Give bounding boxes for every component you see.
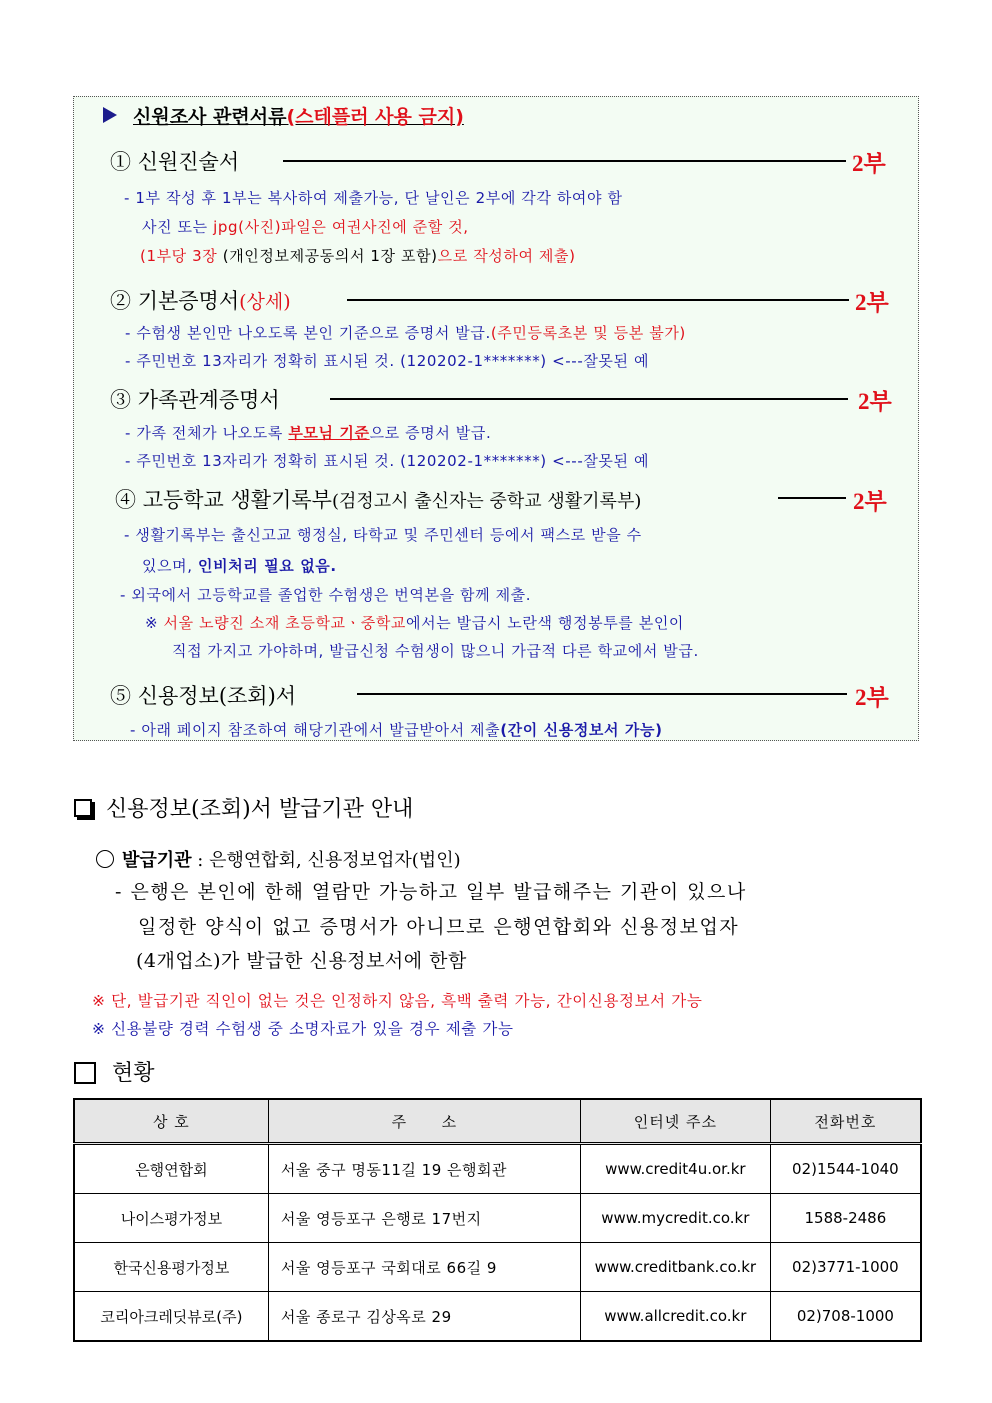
- item-1-note: [142, 216, 469, 237]
- header-website: 인터넷 주소: [580, 1099, 770, 1144]
- phone-cell: 1588-2486: [770, 1194, 921, 1243]
- issuers-table: [73, 1098, 922, 1342]
- section-title-status: 현황: [112, 1061, 155, 1086]
- leader-line: [330, 398, 848, 400]
- item-number: ②: [110, 289, 131, 313]
- address-cell: 서울 영등포구 국회대로 66길 9: [268, 1243, 580, 1292]
- reference-mark: ※: [145, 614, 159, 632]
- issuer-label: 발급기관: [122, 850, 192, 871]
- item-3-title: [110, 384, 280, 414]
- section-title-issuers: 신용정보(조회)서 발급기관 안내: [106, 797, 414, 822]
- item-name: 기본증명서: [137, 289, 240, 313]
- company-cell: 코리아크레딧뷰로(주): [74, 1292, 268, 1342]
- issuer-description: (4개업소)가 발급한 신용정보서에 한함: [136, 950, 467, 972]
- note-text-red: (주민등록초본 및 등본 불가): [490, 324, 686, 342]
- address-cell: 서울 영등포구 은행로 17번지: [268, 1194, 580, 1243]
- item-4-copies: 2부: [853, 489, 887, 514]
- item-name: 고등학교 생활기록부: [142, 488, 332, 512]
- item-name-sub: (검정고시 출신자는 중학교 생활기록부): [331, 491, 642, 512]
- triangle-bullet-icon: [103, 107, 117, 123]
- website-cell: www.credit4u.or.kr: [580, 1144, 770, 1194]
- website-cell: www.creditbank.co.kr: [580, 1243, 770, 1292]
- item-5-copies: 2부: [855, 685, 889, 710]
- leader-line: [347, 299, 849, 301]
- note-text: - 가족 전체가 나오도록: [125, 424, 283, 442]
- header-address: 주 소: [268, 1099, 580, 1144]
- item-4-note: [145, 612, 684, 633]
- note-text-red: (1부당 3장: [140, 247, 218, 265]
- company-cell: 은행연합회: [74, 1144, 268, 1194]
- phone-cell: 02)3771-1000: [770, 1243, 921, 1292]
- item-2-title: [110, 285, 291, 315]
- item-2-note: - 주민번호 13자리가 정확히 표시된 것. (120202-1*******) <---잘못된 예: [125, 352, 650, 370]
- circle-bullet-icon: [96, 850, 114, 868]
- website-cell: www.allcredit.co.kr: [580, 1292, 770, 1342]
- note-blue: ※ 신용불량 경력 수험생 중 소명자료가 있을 경우 제출 가능: [92, 1020, 514, 1038]
- item-4-note: - 외국에서 고등학교를 졸업한 수험생은 번역본을 함께 제출.: [120, 586, 532, 604]
- issuer-description: - 은행은 본인에 한해 열람만 가능하고 일부 발급해주는 기관이 있으나: [115, 881, 747, 903]
- issuer-description: 일정한 양식이 없고 증명서가 아니므로 은행연합회와 신용정보업자: [138, 916, 740, 938]
- item-4-note: [142, 555, 337, 576]
- item-5-title: [110, 680, 296, 710]
- item-3-copies: 2부: [858, 389, 892, 414]
- note-text: - 수험생 본인만 나오도록 본인 기준으로 증명서 발급.: [125, 324, 491, 342]
- item-1-copies: 2부: [852, 151, 886, 176]
- note-text: 사진 또는: [142, 218, 208, 236]
- item-name: 신용정보(조회)서: [137, 684, 297, 708]
- company-cell: 한국신용평가정보: [74, 1243, 268, 1292]
- phone-cell: 02)1544-1040: [770, 1144, 921, 1194]
- item-1-note: - 1부 작성 후 1부는 복사하여 제출가능, 단 날인은 2부에 각각 하여야 함: [124, 189, 623, 207]
- leader-line: [357, 693, 847, 695]
- header-company: 상 호: [74, 1099, 268, 1144]
- table-row: [74, 1144, 921, 1194]
- issuer-value: : 은행연합회, 신용정보업자(법인): [191, 850, 461, 871]
- item-number: ④: [115, 488, 136, 512]
- item-4-note: - 생활기록부는 출신고교 행정실, 타학교 및 주민센터 등에서 팩스로 받을 수: [124, 526, 642, 544]
- note-text-red: 서울 노량진 소재 초등학교ㆍ중학교: [163, 614, 407, 632]
- section-checkbox-icon: [74, 1062, 96, 1084]
- note-text-red: 으로 작성하여 제출): [437, 247, 576, 265]
- box-title-warning: (스테플러 사용 금지): [286, 106, 464, 128]
- item-3-note: - 주민번호 13자리가 정확히 표시된 것. (120202-1*******) <---잘못된 예: [125, 452, 650, 470]
- box-title-main: 신원조사 관련서류: [133, 106, 287, 128]
- note-text: 에서는 발급시 노란색 행정봉투를 본인이: [406, 614, 685, 632]
- table-row: [74, 1243, 921, 1292]
- address-cell: 서울 종로구 김상옥로 29: [268, 1292, 580, 1342]
- item-number: ①: [110, 150, 131, 174]
- website-cell: www.mycredit.co.kr: [580, 1194, 770, 1243]
- note-text-emphasis: 인비처리 필요 없음.: [198, 557, 337, 575]
- leader-line: [778, 497, 846, 499]
- item-name: 신원진술서: [137, 150, 240, 174]
- address-cell: 서울 중구 명동11길 19 은행회관: [268, 1144, 580, 1194]
- box-title: [133, 102, 464, 129]
- note-text-emphasis: (간이 신용정보서 가능): [500, 721, 663, 739]
- item-1-note: [140, 245, 576, 266]
- note-text: 있으며,: [142, 557, 193, 575]
- table-header-row: [74, 1099, 921, 1144]
- note-text-red: jpg(사진)파일은 여권사진에 준할 것,: [213, 218, 469, 236]
- item-2-note: [125, 322, 686, 343]
- item-2-copies: 2부: [855, 290, 889, 315]
- note-red: ※ 단, 발급기관 직인이 없는 것은 인정하지 않음, 흑백 출력 가능, 간이신용정보서 가능: [92, 992, 703, 1010]
- item-4-title: [115, 484, 641, 514]
- note-text: - 아래 페이지 참조하여 해당기관에서 발급받아서 제출: [130, 721, 501, 739]
- note-text: 으로 증명서 발급.: [369, 424, 492, 442]
- company-cell: 나이스평가정보: [74, 1194, 268, 1243]
- note-text: (개인정보제공동의서 1장 포함): [222, 247, 438, 265]
- item-name-detail: (상세): [239, 291, 291, 313]
- table-row: [74, 1292, 921, 1342]
- item-number: ⑤: [110, 684, 131, 708]
- phone-cell: 02)708-1000: [770, 1292, 921, 1342]
- item-name: 가족관계증명서: [137, 388, 280, 412]
- table-row: [74, 1194, 921, 1243]
- item-4-note: 직접 가지고 가야하며, 발급신청 수험생이 많으니 가급적 다른 학교에서 발급.: [172, 642, 699, 660]
- item-5-note: [130, 719, 663, 740]
- header-phone: 전화번호: [770, 1099, 921, 1144]
- item-number: ③: [110, 388, 131, 412]
- leader-line: [283, 160, 846, 162]
- note-text-emphasis: 부모님 기준: [288, 424, 370, 442]
- item-1-title: [110, 146, 239, 176]
- item-3-note: [125, 422, 491, 443]
- section-checkbox-icon: [74, 799, 92, 817]
- issuer-bullet: [96, 846, 461, 872]
